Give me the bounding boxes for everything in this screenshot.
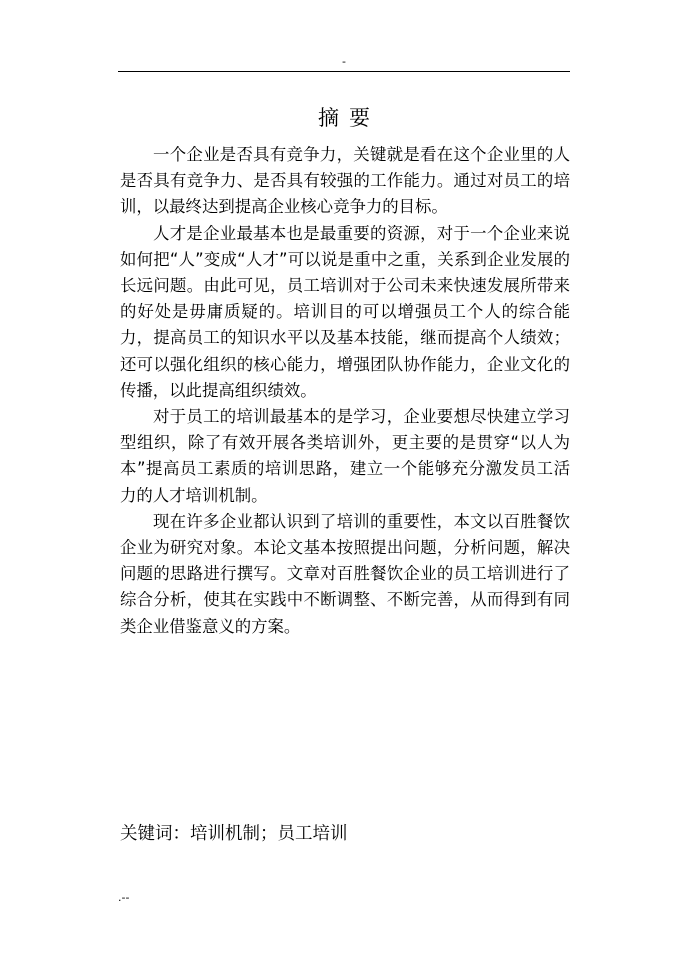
page-header-mark: - <box>342 55 346 68</box>
abstract-body <box>120 142 570 640</box>
abstract-title: 摘要 <box>318 106 380 130</box>
abstract-paragraph-3: 对于员工的培训最基本的是学习，企业要想尽快建立学习型组织，除了有效开展各类培训外，更主要的是贯穿“以人为本”提高员工素质的培训思路，建立一个能够充分激发员工活力的人才培训机制。 <box>120 407 570 505</box>
page-footer-mark: .-- <box>118 891 130 904</box>
keywords-line: 关键词：培训机制；员工培训 <box>120 824 348 844</box>
abstract-paragraph-4: 现在许多企业都认识到了培训的重要性，本文以百胜餐饮企业为研究对象。本论文基本按照提出问题，分析问题，解决问题的思路进行撰写。文章对百胜餐饮企业的员工培训进行了综合分析，使其在实践中不断调整、不断完善，从而得到有同类企业借鉴意义的方案。 <box>120 511 570 636</box>
abstract-paragraph-1: 一个企业是否具有竞争力，关键就是看在这个企业里的人是否具有竞争力、是否具有较强的工作能力。通过对员工的培训，以最终达到提高企业核心竞争力的目标。 <box>120 145 570 217</box>
header-rule <box>118 71 570 72</box>
abstract-paragraph-2: 人才是企业最基本也是最重要的资源，对于一个企业来说如何把“人”变成“人才”可以说是重中之重，关系到企业发展的长远问题。由此可见，员工培训对于公司未来快速发展所带来的好处是毋庸质疑的。培训目的可以增强员工个人的综合能力，提高员工的知识水平以及基本技能，继而提高个人绩效；还可以强化组织的核心能力，增强团队协作能力，企业文化的传播，以此提高组织绩效。 <box>120 223 570 400</box>
